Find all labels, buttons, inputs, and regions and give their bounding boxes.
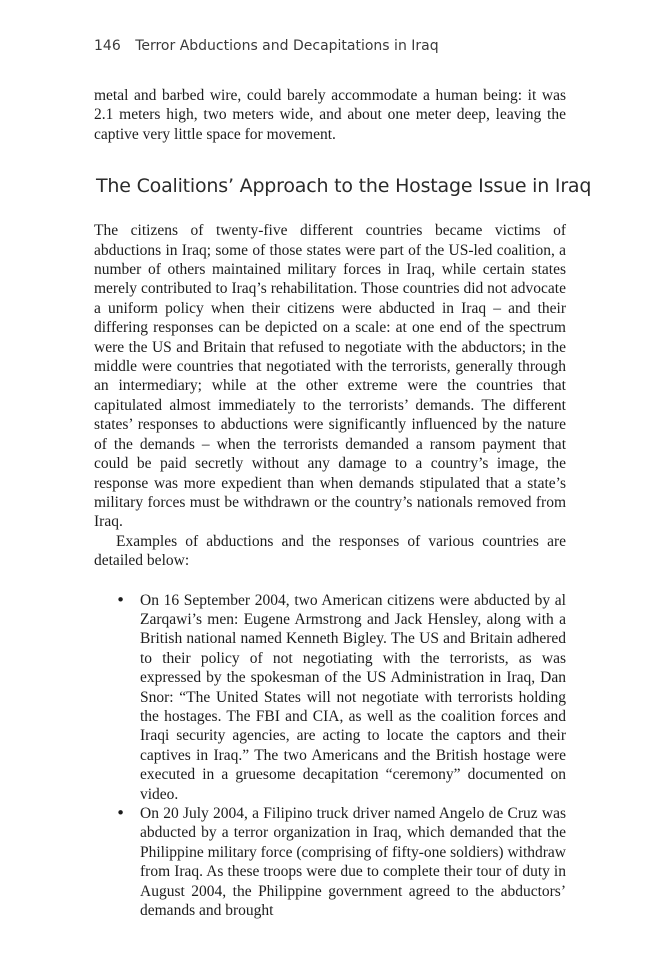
running-head xyxy=(94,38,439,54)
bullet-item xyxy=(94,804,566,920)
running-title: Terror Abductions and Decapitations in Iraq xyxy=(135,38,439,54)
bullet-list xyxy=(94,591,566,921)
bullet-marker: • xyxy=(116,590,126,609)
body-paragraph: Examples of abductions and the responses of various countries are detailed below: xyxy=(94,532,566,570)
page-body xyxy=(94,86,592,920)
body-paragraph: The citizens of twenty-five different countries became victims of abductions in Iraq; some of those states were part of the US-led coalition, a number of others maintained military forces in Iraq, while certain states merely contributed to Iraq’s rehabilitation. Those countries did not advocate a uniform policy when their citizens were abducted in Iraq – and their differing responses can be depicted on a scale: at one end of the spectrum were the US and Britain that refused to negotiate with the abductors; in the middle were countries that negotiated with the terrorists, generally through an intermediary; while at the other extreme were the countries that capitulated almost immediately to the terrorists’ demands. The different states’ responses to abductions were significantly influenced by the nature of the demands – when the terrorists demanded a ransom payment that could be paid secretly without any damage to a country’s image, the response was more expedient than when demands stipulated that a state’s military forces must be withdrawn or the country’s nationals removed from Iraq. xyxy=(94,222,566,531)
bullet-text: On 16 September 2004, two American citizens were abducted by al Zarqawi’s men: Eugene Armstrong and Jack Hensley, along with a British national named Kenneth Bigley. The US and Britain adhered to their policy of not negotiating with the terrorists, as was expressed by the spokesman of the US Administration in Iraq, Dan Snor: “The United States will not negotiate with terrorists holding the hostages. The FBI and CIA, as well as the coalition forces and Iraqi security agencies, are acting to locate the captors and their captives in Iraq.” The two Americans and the British hostage were executed in a gruesome decapitation “ceremony” documented on video. xyxy=(140,591,566,803)
bullet-item xyxy=(94,591,566,804)
continuation-paragraph: metal and barbed wire, could barely accommodate a human being: it was 2.1 meters high, two meters wide, and about one meter deep, leaving the captive very little space for movement. xyxy=(94,87,566,143)
section-heading: The Coalitions’ Approach to the Hostage Issue in Iraq xyxy=(96,175,592,198)
bullet-marker: • xyxy=(116,804,126,822)
page-number: 146 xyxy=(94,38,121,54)
bullet-text: On 20 July 2004, a Filipino truck driver named Angelo de Cruz was abducted by a terror organization in Iraq, which demanded that the Philippine military force (comprising of fifty-one soldiers) withdraw from Iraq. As these troops were due to complete their tour of duty in August 2004, the Philippine government agreed to the abductors’ demands and brought xyxy=(140,805,566,920)
